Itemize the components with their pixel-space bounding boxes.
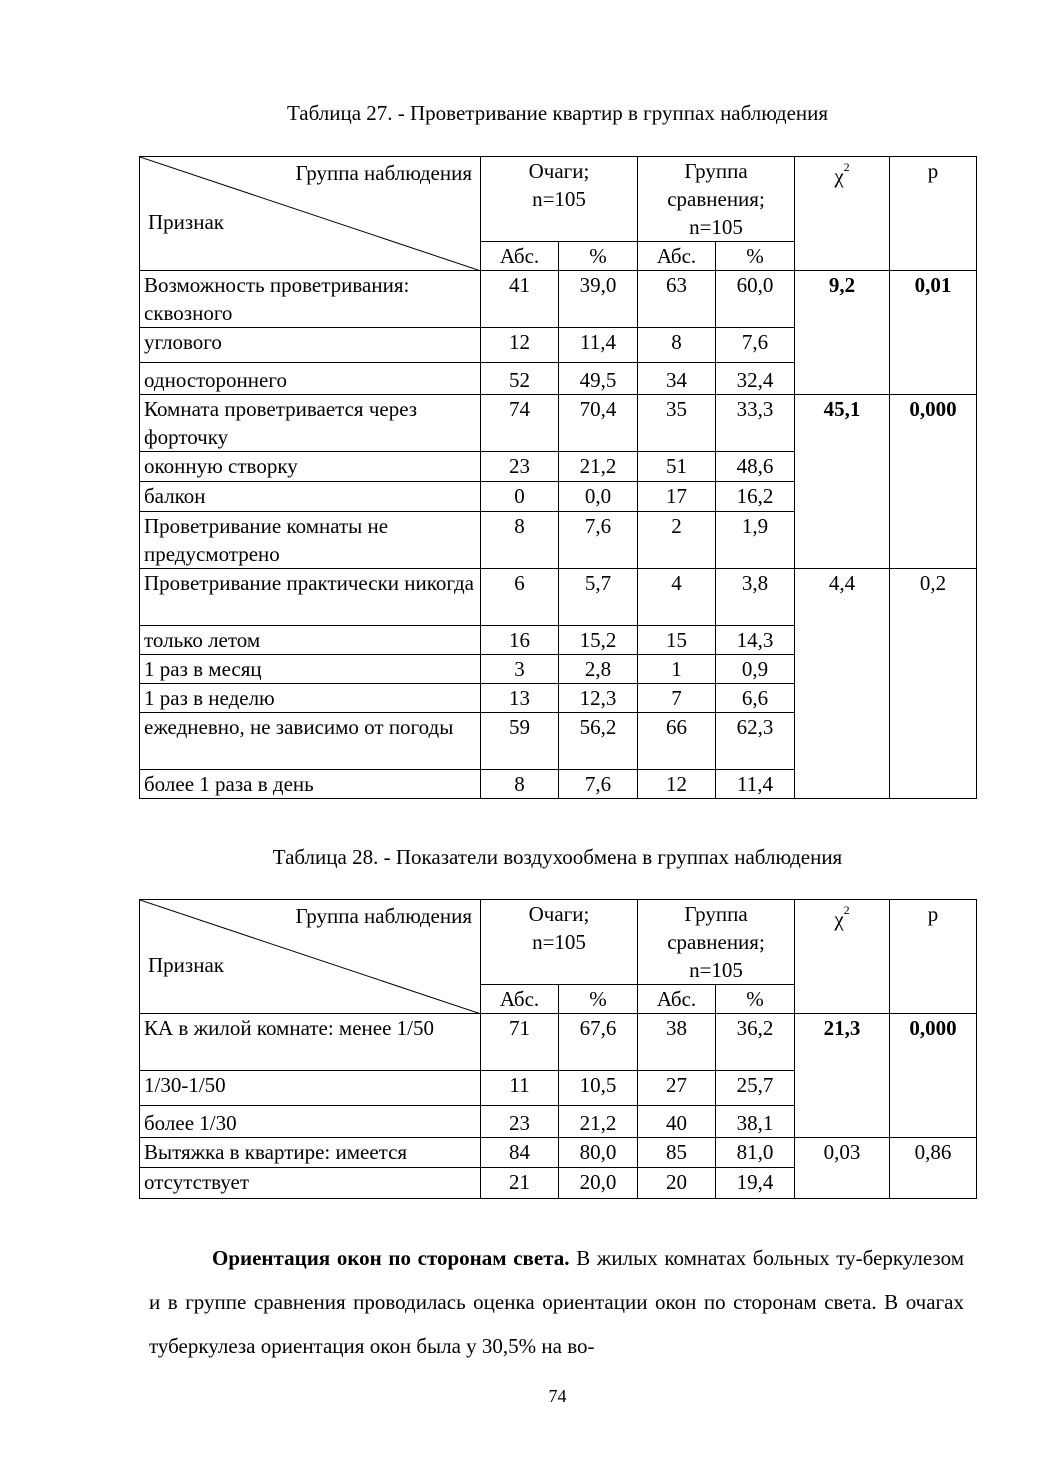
- chi2-header: $\chi^2$: [795, 900, 890, 1014]
- comparison-header: Группа сравнения; n=105: [638, 900, 795, 985]
- table-row: [140, 569, 977, 626]
- cell-pct: 62,3: [716, 713, 795, 770]
- group-header-label: Группа наблюдения: [295, 904, 472, 928]
- cell-pct: 7,6: [559, 770, 638, 799]
- cell-abs: 52: [481, 363, 559, 395]
- cell-pct: 2,8: [559, 655, 638, 684]
- body-paragraph: [149, 1236, 964, 1368]
- cell-abs: 41: [481, 271, 559, 328]
- row-label: одностороннего: [140, 363, 481, 395]
- pct-header: %: [559, 242, 638, 271]
- row-label: только летом: [140, 626, 481, 655]
- cell-p: 0,2: [890, 569, 977, 799]
- cell-abs: 74: [481, 395, 559, 452]
- row-label: углового: [140, 328, 481, 363]
- cell-chi2: 21,3: [795, 1014, 890, 1138]
- cell-pct: 56,2: [559, 713, 638, 770]
- table-row: [140, 1014, 977, 1071]
- pct-header: %: [559, 985, 638, 1014]
- cell-abs: 84: [481, 1138, 559, 1168]
- cell-abs: 12: [481, 328, 559, 363]
- cell-abs: 59: [481, 713, 559, 770]
- row-label: 1 раз в месяц: [140, 655, 481, 684]
- cell-pct: 33,3: [716, 395, 795, 452]
- cell-abs: 4: [638, 569, 716, 626]
- cell-abs: 38: [638, 1014, 716, 1071]
- comparison-header: Группа сравнения; n=105: [638, 157, 795, 242]
- cell-abs: 23: [481, 452, 559, 482]
- row-label: более 1 раза в день: [140, 770, 481, 799]
- cell-p: 0,01: [890, 271, 977, 395]
- cell-pct: 21,2: [559, 452, 638, 482]
- cell-abs: 8: [638, 328, 716, 363]
- cell-chi2: 45,1: [795, 395, 890, 569]
- cell-pct: 6,6: [716, 684, 795, 713]
- cell-pct: 70,4: [559, 395, 638, 452]
- row-label: более 1/30: [140, 1106, 481, 1138]
- abs-header: Абс.: [638, 985, 716, 1014]
- p-header: р: [890, 157, 977, 271]
- cell-pct: 7,6: [559, 512, 638, 569]
- row-label: 1 раз в неделю: [140, 684, 481, 713]
- cell-abs: 13: [481, 684, 559, 713]
- cell-abs: 71: [481, 1014, 559, 1071]
- chi2-header: $\chi^2$: [795, 157, 890, 271]
- row-label: балкон: [140, 482, 481, 512]
- feature-header-label: Признак: [148, 953, 224, 977]
- paragraph-text: В жилых комнатах больных ту-беркулезом и в группе сравнения проводилась оценка ориентации окон по сторонам света. В очагах туберкулеза ориентация окон была у 30,5% на во-: [149, 1246, 964, 1358]
- cell-pct: 49,5: [559, 363, 638, 395]
- cell-abs: 6: [481, 569, 559, 626]
- cell-chi2: 9,2: [795, 271, 890, 395]
- cell-pct: 1,9: [716, 512, 795, 569]
- row-label: ежедневно, не зависимо от погоды: [140, 713, 481, 770]
- table-27-caption: Таблица 27. - Проветривание квартир в группах наблюдения: [286, 101, 829, 125]
- abs-header: Абс.: [481, 985, 559, 1014]
- cell-abs: 17: [638, 482, 716, 512]
- table-27: [139, 156, 977, 799]
- cell-abs: 34: [638, 363, 716, 395]
- row-label: КА в жилой комнате: менее 1/50: [140, 1014, 481, 1071]
- row-label: оконную створку: [140, 452, 481, 482]
- foci-header: Очаги; n=105: [481, 157, 638, 242]
- paragraph-lead: Ориентация окон по сторонам света.: [212, 1246, 570, 1270]
- row-label: 1/30-1/50: [140, 1071, 481, 1106]
- cell-abs: 3: [481, 655, 559, 684]
- row-label: отсутствует: [140, 1168, 481, 1199]
- cell-abs: 20: [638, 1168, 716, 1199]
- cell-abs: 1: [638, 655, 716, 684]
- cell-abs: 23: [481, 1106, 559, 1138]
- cell-pct: 5,7: [559, 569, 638, 626]
- cell-pct: 60,0: [716, 271, 795, 328]
- abs-header: Абс.: [638, 242, 716, 271]
- cell-abs: 63: [638, 271, 716, 328]
- cell-pct: 48,6: [716, 452, 795, 482]
- cell-pct: 0,0: [559, 482, 638, 512]
- cell-pct: 36,2: [716, 1014, 795, 1071]
- cell-p: 0,000: [890, 1014, 977, 1138]
- cell-pct: 7,6: [716, 328, 795, 363]
- cell-pct: 81,0: [716, 1138, 795, 1168]
- row-label: Вытяжка в квартире: имеется: [140, 1138, 481, 1168]
- cell-pct: 32,4: [716, 363, 795, 395]
- row-label: Проветривание комнаты не предусмотрено: [140, 512, 481, 569]
- foci-header: Очаги; n=105: [481, 900, 638, 985]
- cell-pct: 67,6: [559, 1014, 638, 1071]
- abs-header: Абс.: [481, 242, 559, 271]
- row-label: Комната проветривается через форточку: [140, 395, 481, 452]
- page-number: 74: [548, 1386, 567, 1406]
- cell-pct: 11,4: [716, 770, 795, 799]
- cell-abs: 66: [638, 713, 716, 770]
- feature-header-label: Признак: [148, 210, 224, 234]
- cell-p: 0,000: [890, 395, 977, 569]
- row-label: Возможность проветривания: сквозного: [140, 271, 481, 328]
- cell-abs: 0: [481, 482, 559, 512]
- cell-pct: 10,5: [559, 1071, 638, 1106]
- cell-abs: 8: [481, 512, 559, 569]
- cell-abs: 16: [481, 626, 559, 655]
- cell-pct: 38,1: [716, 1106, 795, 1138]
- cell-abs: 11: [481, 1071, 559, 1106]
- table-row: [140, 1138, 977, 1168]
- cell-abs: 15: [638, 626, 716, 655]
- cell-pct: 21,2: [559, 1106, 638, 1138]
- p-header: р: [890, 900, 977, 1014]
- cell-chi2: 4,4: [795, 569, 890, 799]
- table-28-caption: Таблица 28. - Показатели воздухообмена в группах наблюдения: [272, 845, 843, 869]
- table-28: [139, 899, 977, 1199]
- cell-chi2: 0,03: [795, 1138, 890, 1199]
- cell-pct: 12,3: [559, 684, 638, 713]
- cell-pct: 15,2: [559, 626, 638, 655]
- cell-p: 0,86: [890, 1138, 977, 1199]
- cell-abs: 8: [481, 770, 559, 799]
- cell-pct: 16,2: [716, 482, 795, 512]
- cell-abs: 7: [638, 684, 716, 713]
- cell-pct: 0,9: [716, 655, 795, 684]
- cell-abs: 51: [638, 452, 716, 482]
- cell-pct: 25,7: [716, 1071, 795, 1106]
- cell-pct: 11,4: [559, 328, 638, 363]
- cell-pct: 3,8: [716, 569, 795, 626]
- cell-abs: 85: [638, 1138, 716, 1168]
- cell-pct: 80,0: [559, 1138, 638, 1168]
- cell-abs: 2: [638, 512, 716, 569]
- table-row: [140, 271, 977, 328]
- pct-header: %: [716, 985, 795, 1014]
- cell-pct: 20,0: [559, 1168, 638, 1199]
- table-28-corner-header: [140, 900, 481, 1014]
- cell-pct: 14,3: [716, 626, 795, 655]
- cell-pct: 39,0: [559, 271, 638, 328]
- row-label: Проветривание практически никогда: [140, 569, 481, 626]
- cell-abs: 12: [638, 770, 716, 799]
- table-row: [140, 395, 977, 452]
- cell-abs: 35: [638, 395, 716, 452]
- group-header-label: Группа наблюдения: [295, 161, 472, 185]
- cell-pct: 19,4: [716, 1168, 795, 1199]
- cell-abs: 27: [638, 1071, 716, 1106]
- pct-header: %: [716, 242, 795, 271]
- cell-abs: 40: [638, 1106, 716, 1138]
- cell-abs: 21: [481, 1168, 559, 1199]
- table-27-corner-header: [140, 157, 481, 271]
